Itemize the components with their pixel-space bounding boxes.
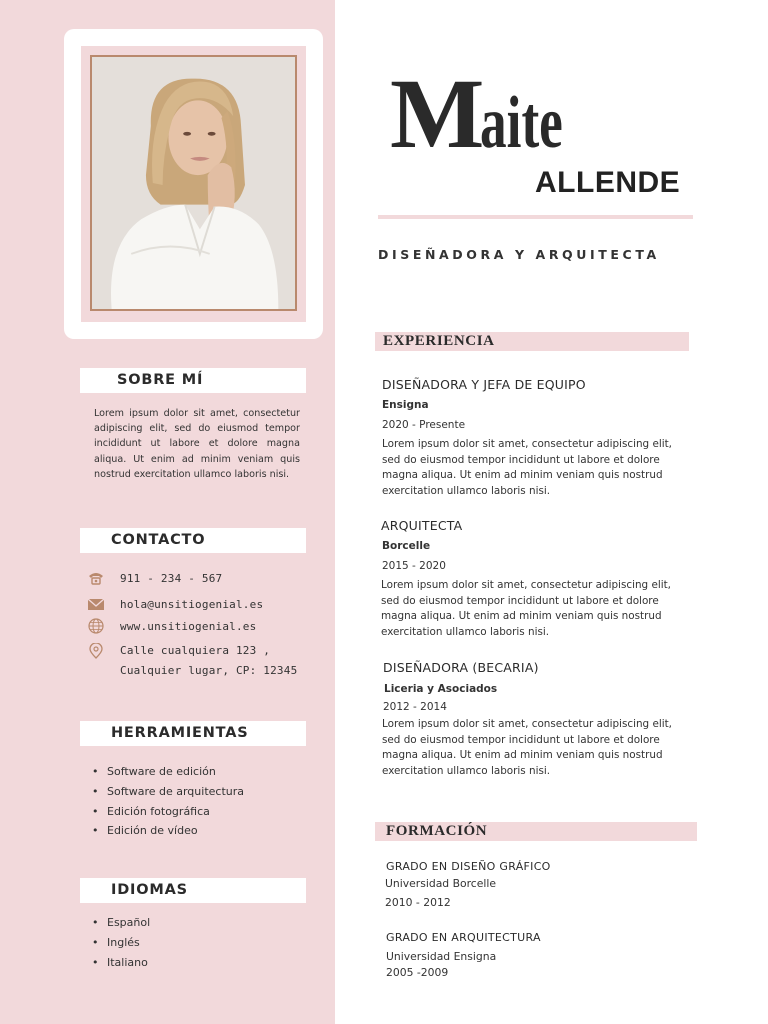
tools-list [92,762,244,841]
first-name [390,56,595,171]
job-dates: 2020 - Presente [382,419,466,431]
job-dates: 2012 - 2014 [383,701,447,713]
languages-list [92,913,150,972]
job-description: Lorem ipsum dolor sit amet, consectetur adipiscing elit, sed do eiusmod tempor incididunt ut labore et dolore magna aliqua. Ut enim ad minim veniam quis nostrud exercitation ullamco laboris nisi. [382,438,672,497]
about-text: Lorem ipsum dolor sit amet, consectetur adipiscing elit, sed do eiusmod tempor incididunt ut labore et dolore magna aliqua. Ut enim ad minim veniam quis nostrud exercitation ullamco laboris nisi. [94,408,300,480]
globe-icon [86,617,106,635]
list-item: • Español [92,913,150,933]
list-item: • Software de arquitectura [92,782,244,802]
list-item: • Edición fotográfica [92,802,244,822]
job-title: DISEÑADORA (BECARIA) [383,660,539,675]
list-item: • Software de edición [92,762,244,782]
contact-web [86,617,256,635]
address-line-1: Calle cualquiera 123 , [120,644,271,657]
about-heading: SOBRE MÍ [80,368,306,393]
contact-heading: CONTACTO [80,528,306,553]
education-school: Universidad Borcelle [385,877,497,890]
mail-icon [86,595,106,613]
name-divider [378,215,693,219]
location-pin-icon [86,642,106,660]
sidebar [0,0,335,1024]
job-role: DISEÑADORA Y ARQUITECTA [378,247,660,262]
tools-heading: HERRAMIENTAS [80,721,306,746]
contact-email [86,595,263,613]
email-address[interactable]: hola@unsitiogenial.es [120,597,264,611]
address-text [120,641,297,681]
list-item: • Italiano [92,953,150,973]
job-description: Lorem ipsum dolor sit amet, consectetur adipiscing elit, sed do eiusmod tempor incididunt ut labore et dolore magna aliqua. Ut enim ad minim veniam quis nostrud exercitation ullamco laboris nisi. [382,718,672,777]
job-title: ARQUITECTA [381,518,463,533]
job-dates: 2015 - 2020 [382,560,446,572]
job-description: Lorem ipsum dolor sit amet, consectetur adipiscing elit, sed do eiusmod tempor incididunt ut labore et dolore magna aliqua. Ut enim ad minim veniam quis nostrud exercitation ullamco laboris nisi. [381,579,671,638]
contact-phone [86,569,222,587]
job-company: Liceria y Asociados [384,683,498,695]
contact-address [86,642,120,660]
photo-mat [81,46,306,322]
education-heading: FORMACIÓN [375,822,697,841]
profile-photo [90,55,297,311]
last-name: ALLENDE [535,166,681,199]
education-degree: GRADO EN DISEÑO GRÁFICO [386,860,551,873]
address-line-2: Cualquier lugar, CP: 12345 [120,664,298,677]
portrait-image [92,57,295,309]
phone-number: 911 - 234 - 567 [120,571,223,585]
phone-icon [86,569,106,587]
list-item: • Inglés [92,933,150,953]
photo-card [64,29,323,339]
list-item: • Edición de vídeo [92,821,244,841]
job-company: Borcelle [382,540,431,552]
languages-heading: IDIOMAS [80,878,306,903]
first-name-rest: aite [480,82,564,164]
website-url[interactable]: www.unsitiogenial.es [120,619,257,633]
education-dates: 2010 - 2012 [385,896,451,909]
education-school: Universidad Ensigna [386,950,497,963]
education-dates: 2005 -2009 [386,966,449,979]
job-company: Ensigna [382,399,429,411]
first-name-initial: M [390,58,483,169]
experience-heading: EXPERIENCIA [375,332,689,351]
education-degree: GRADO EN ARQUITECTURA [386,931,541,944]
job-title: DISEÑADORA Y JEFA DE EQUIPO [382,377,586,392]
